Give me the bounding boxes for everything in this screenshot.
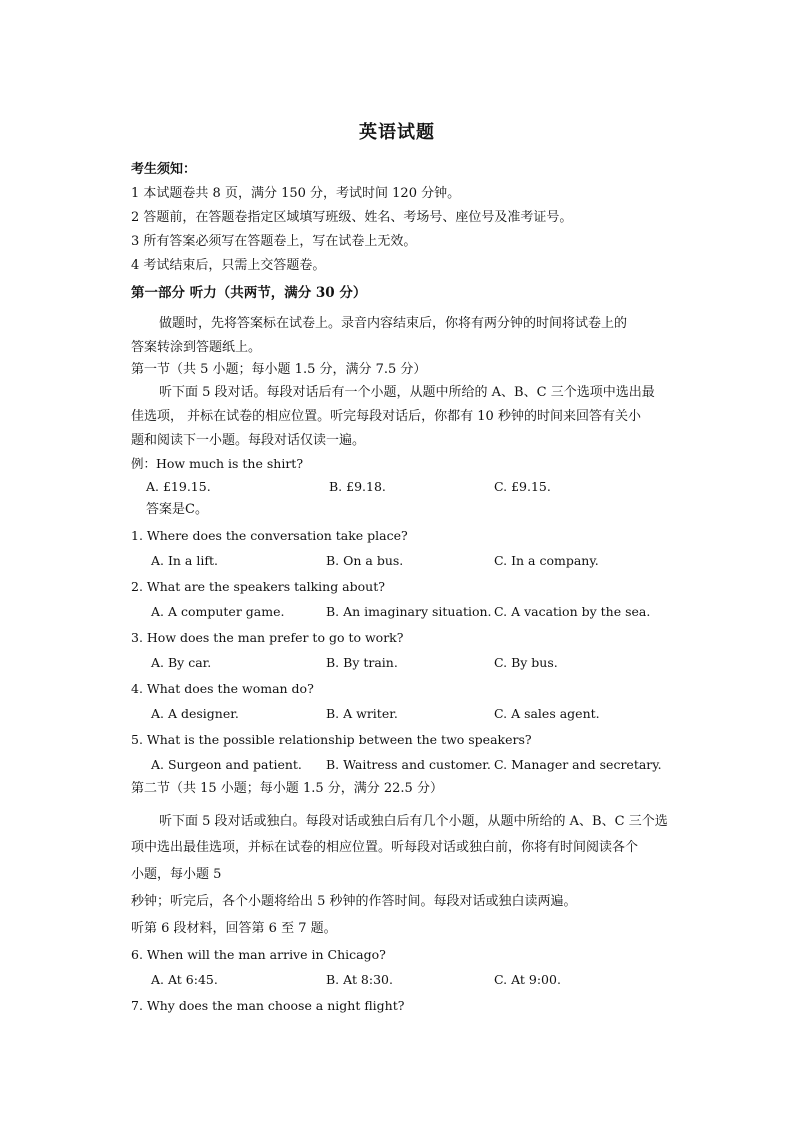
question-4: 4. What does the woman do? — [131, 681, 314, 696]
notice-item: 4 考试结束后，只需上交答题卷。 — [131, 258, 326, 273]
question-4-option-a: A. A designer. — [151, 706, 239, 721]
section2-instruction-line: 项中选出最佳选项，并标在试卷的相应位置。听每段对话或独白前，你将有时间阅读各个 — [131, 840, 639, 855]
example-option-c: C. £9.15. — [494, 479, 551, 494]
question-2: 2. What are the speakers talking about? — [131, 579, 385, 594]
question-5-option-a: A. Surgeon and patient. — [151, 757, 302, 772]
section1-instruction-line: 听下面 5 段对话。每段对话后有一个小题，从题中所给的 A、B、C 三个选项中选出最 — [159, 385, 655, 400]
question-6-option-c: C. At 9:00. — [494, 972, 561, 987]
section2-instruction-line: 秒钟；听完后，各个小题将给出 5 秒钟的作答时间。每段对话或独白读两遍。 — [131, 894, 577, 909]
question-5-option-b: B. Waitress and customer. — [326, 757, 491, 772]
section2-heading: 第二节（共 15 小题；每小题 1.5 分，满分 22.5 分） — [131, 781, 443, 796]
notice-item: 2 答题前，在答题卷指定区域填写班级、姓名、考场号、座位号及准考证号。 — [131, 210, 573, 225]
section1-instruction-line: 佳选项， 并标在试卷的相应位置。听完每段对话后，你都有 10 秒钟的时间来回答有关小 — [131, 409, 641, 424]
section1-heading: 第一节（共 5 小题；每小题 1.5 分，满分 7.5 分） — [131, 362, 427, 377]
question-2-option-b: B. An imaginary situation. — [326, 604, 492, 619]
example-question: 例：How much is the shirt? — [131, 456, 304, 471]
part1-heading: 第一部分 听力（共两节，满分 30 分） — [131, 285, 367, 301]
material-note: 听第 6 段材料，回答第 6 至 7 题。 — [131, 921, 337, 936]
question-3-option-a: A. By car. — [151, 655, 212, 670]
part1-intro-line: 做题时，先将答案标在试卷上。录音内容结束后，你将有两分钟的时间将试卷上的 — [159, 316, 628, 331]
question-6: 6. When will the man arrive in Chicago? — [131, 947, 386, 962]
question-1-option-a: A. In a lift. — [151, 553, 218, 568]
question-3-option-b: B. By train. — [326, 655, 398, 670]
question-1-option-c: C. In a company. — [494, 553, 599, 568]
question-2-option-c: C. A vacation by the sea. — [494, 604, 651, 619]
question-6-option-a: A. At 6:45. — [151, 972, 218, 987]
example-answer: 答案是C。 — [146, 502, 208, 517]
notice-heading: 考生须知： — [131, 162, 197, 177]
question-4-option-b: B. A writer. — [326, 706, 398, 721]
question-4-option-c: C. A sales agent. — [494, 706, 600, 721]
question-1-option-b: B. On a bus. — [326, 553, 404, 568]
part1-intro-line: 答案转涂到答题纸上。 — [131, 340, 262, 355]
notice-item: 1 本试题卷共 8 页，满分 150 分，考试时间 120 分钟。 — [131, 186, 461, 201]
question-2-option-a: A. A computer game. — [151, 604, 285, 619]
example-option-b: B. £9.18. — [329, 479, 386, 494]
question-3-option-c: C. By bus. — [494, 655, 558, 670]
section1-instruction-line: 题和阅读下一小题。每段对话仅读一遍。 — [131, 433, 366, 448]
question-3: 3. How does the man prefer to go to work? — [131, 630, 404, 645]
section2-instruction-line: 小题，每小题 5 — [131, 867, 222, 882]
example-option-a: A. £19.15. — [146, 479, 211, 494]
notice-item: 3 所有答案必须写在答题卷上，写在试卷上无效。 — [131, 234, 417, 249]
question-5-option-c: C. Manager and secretary. — [494, 757, 662, 772]
page-title: 英语试题 — [359, 122, 435, 143]
section2-instruction-line: 听下面 5 段对话或独白。每段对话或独白后有几个小题，从题中所给的 A、B、C 三个选 — [159, 814, 668, 829]
question-1: 1. Where does the conversation take place? — [131, 528, 408, 543]
question-7: 7. Why does the man choose a night flight? — [131, 998, 405, 1013]
question-6-option-b: B. At 8:30. — [326, 972, 393, 987]
question-5: 5. What is the possible relationship between the two speakers? — [131, 732, 532, 747]
